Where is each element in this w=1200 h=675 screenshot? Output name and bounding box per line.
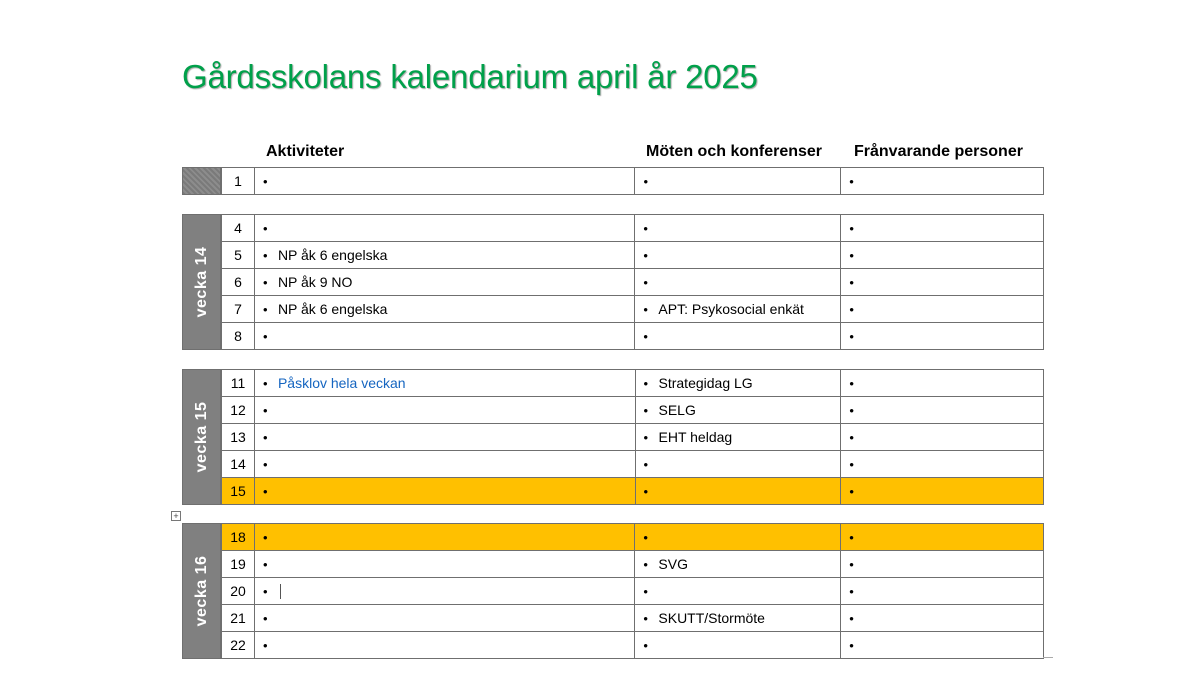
bullet-icon: • [643,375,649,391]
meeting-cell[interactable] [635,451,841,478]
table-row [222,370,1044,397]
meeting-cell[interactable] [635,551,841,578]
activity-cell[interactable] [254,296,634,323]
activity-cell[interactable] [254,424,635,451]
activity-cell[interactable] [254,168,635,195]
absent-cell[interactable] [841,578,1044,605]
activity-cell[interactable] [254,605,634,632]
day-number: 5 [222,242,255,269]
meeting-cell[interactable] [635,605,841,632]
bullet-icon: • [643,456,649,472]
bullet-icon: • [643,220,648,236]
meeting-cell-text: EHT heldag [658,429,733,445]
activity-cell[interactable] [254,451,635,478]
table-row [222,397,1044,424]
day-number: 20 [222,578,255,605]
absent-cell[interactable] [841,269,1044,296]
day-number: 19 [222,551,255,578]
bullet-icon: • [849,610,854,626]
week-block [182,167,1044,195]
bullet-icon: • [643,301,648,317]
day-number: 4 [222,215,255,242]
activity-cell[interactable] [254,578,634,605]
absent-cell[interactable] [841,524,1044,551]
day-number: 18 [222,524,255,551]
bullet-icon: • [262,220,268,236]
bullet-icon: • [849,301,854,317]
bullet-icon: • [643,173,649,189]
meeting-cell[interactable] [635,524,841,551]
week-block [182,214,1044,350]
day-number: 12 [222,397,255,424]
bullet-icon: • [849,456,854,472]
absent-cell[interactable] [841,397,1044,424]
header-activities: Aktiviteter [266,143,345,160]
table-row [222,551,1044,578]
bullet-icon: • [262,247,268,263]
activity-cell[interactable] [254,370,635,397]
activity-cell[interactable] [254,397,635,424]
bullet-icon: • [849,247,854,263]
meeting-cell[interactable] [635,215,841,242]
meeting-cell-text: APT: Psykosocial enkät [658,301,804,317]
bullet-icon: • [849,375,854,391]
absent-cell[interactable] [841,551,1044,578]
table-row [222,524,1044,551]
table-row [222,215,1044,242]
bullet-icon: • [849,328,854,344]
week-label: vecka 16 [192,555,210,627]
bullet-icon: • [643,328,648,344]
meeting-cell-text: Strategidag LG [658,375,753,391]
table-row [222,478,1044,505]
absent-cell[interactable] [841,478,1044,505]
header-meetings: Möten och konferenser [646,143,823,160]
meeting-cell[interactable] [635,242,841,269]
day-number: 11 [222,370,255,397]
bullet-icon: • [643,274,648,290]
absent-cell[interactable] [841,323,1044,350]
bullet-icon: • [849,429,854,445]
bullet-icon: • [262,529,268,545]
activity-cell[interactable] [254,551,634,578]
bullet-icon: • [262,274,268,290]
activity-cell-text: Påsklov hela veckan [277,375,406,391]
bullet-icon: • [262,637,268,653]
activity-cell-text: NP åk 6 engelska [277,247,388,263]
activity-cell[interactable] [254,632,634,659]
day-number: 6 [222,269,255,296]
meeting-cell[interactable] [635,296,841,323]
table-row [222,296,1044,323]
week-tab [182,167,221,195]
week-block [182,523,1044,659]
bullet-icon: • [262,610,268,626]
day-number: 22 [222,632,255,659]
header-absent: Frånvarande personer [854,143,1023,160]
week-label: vecka 15 [192,401,210,473]
table-edge-line [1043,657,1053,658]
activity-cell[interactable] [254,215,634,242]
week-tab [182,523,221,659]
bullet-icon: • [849,173,854,189]
activity-cell-text: NP åk 6 engelska [277,301,388,317]
calendar-table [221,214,1044,350]
bullet-icon: • [262,402,268,418]
activity-cell[interactable] [254,242,634,269]
table-row [222,168,1044,195]
day-number: 13 [222,424,255,451]
bullet-icon: • [262,556,268,572]
meeting-cell-text: SKUTT/Stormöte [658,610,765,626]
bullet-icon: • [643,402,649,418]
bullet-icon: • [849,483,854,499]
bullet-icon: • [262,583,268,599]
bullet-icon: • [262,429,268,445]
day-number: 7 [222,296,255,323]
bullet-icon: • [262,328,268,344]
bullet-icon: • [643,247,648,263]
absent-cell[interactable] [841,632,1044,659]
table-row [222,451,1044,478]
table-row [222,632,1044,659]
day-number: 15 [222,478,255,505]
day-number: 21 [222,605,255,632]
absent-cell[interactable] [841,605,1044,632]
week-tab [182,214,221,350]
table-row [222,578,1044,605]
table-row [222,323,1044,350]
day-number: 14 [222,451,255,478]
page-title: Gårdsskolans kalendarium april år 2025 [182,58,758,95]
absent-cell[interactable] [841,370,1044,397]
meeting-cell[interactable] [635,632,841,659]
bullet-icon: • [262,375,268,391]
bullet-icon: • [849,556,854,572]
bullet-icon: • [643,483,649,499]
bullet-icon: • [643,556,648,572]
activity-cell[interactable] [254,524,634,551]
table-row [222,605,1044,632]
bullet-icon: • [262,173,268,189]
table-row [222,424,1044,451]
activity-cell-text: NP åk 9 NO [277,274,353,290]
text-cursor [280,584,281,599]
meeting-cell[interactable] [635,424,841,451]
bullet-icon: • [849,220,854,236]
table-move-handle-icon[interactable]: + [171,511,181,521]
absent-cell[interactable] [841,168,1044,195]
meeting-cell-text: SVG [658,556,688,572]
activity-cell[interactable] [254,269,634,296]
week-label: vecka 14 [192,246,210,318]
bullet-icon: • [849,637,854,653]
meeting-cell[interactable] [635,370,841,397]
day-number: 1 [222,168,255,195]
calendar-table [221,369,1044,505]
absent-cell[interactable] [841,296,1044,323]
absent-cell[interactable] [841,424,1044,451]
meeting-cell[interactable] [635,478,841,505]
bullet-icon: • [643,429,649,445]
table-row [222,269,1044,296]
bullet-icon: • [643,637,648,653]
calendar-table [221,523,1044,659]
absent-cell[interactable] [841,215,1044,242]
meeting-cell[interactable] [635,269,841,296]
calendar-table [221,167,1044,195]
activity-cell[interactable] [254,478,635,505]
bullet-icon: • [849,274,854,290]
meeting-cell[interactable] [635,578,841,605]
bullet-icon: • [262,456,268,472]
day-number: 8 [222,323,255,350]
bullet-icon: • [643,583,648,599]
table-row [222,242,1044,269]
week-block [182,369,1044,505]
meeting-cell[interactable] [635,397,841,424]
bullet-icon: • [849,529,854,545]
week-tab [182,369,221,505]
bullet-icon: • [262,301,268,317]
bullet-icon: • [849,583,854,599]
bullet-icon: • [643,610,648,626]
bullet-icon: • [643,529,648,545]
absent-cell[interactable] [841,451,1044,478]
bullet-icon: • [262,483,268,499]
activity-cell[interactable] [254,323,634,350]
bullet-icon: • [849,402,854,418]
meeting-cell[interactable] [635,168,841,195]
absent-cell[interactable] [841,242,1044,269]
meeting-cell[interactable] [635,323,841,350]
meeting-cell-text: SELG [658,402,696,418]
